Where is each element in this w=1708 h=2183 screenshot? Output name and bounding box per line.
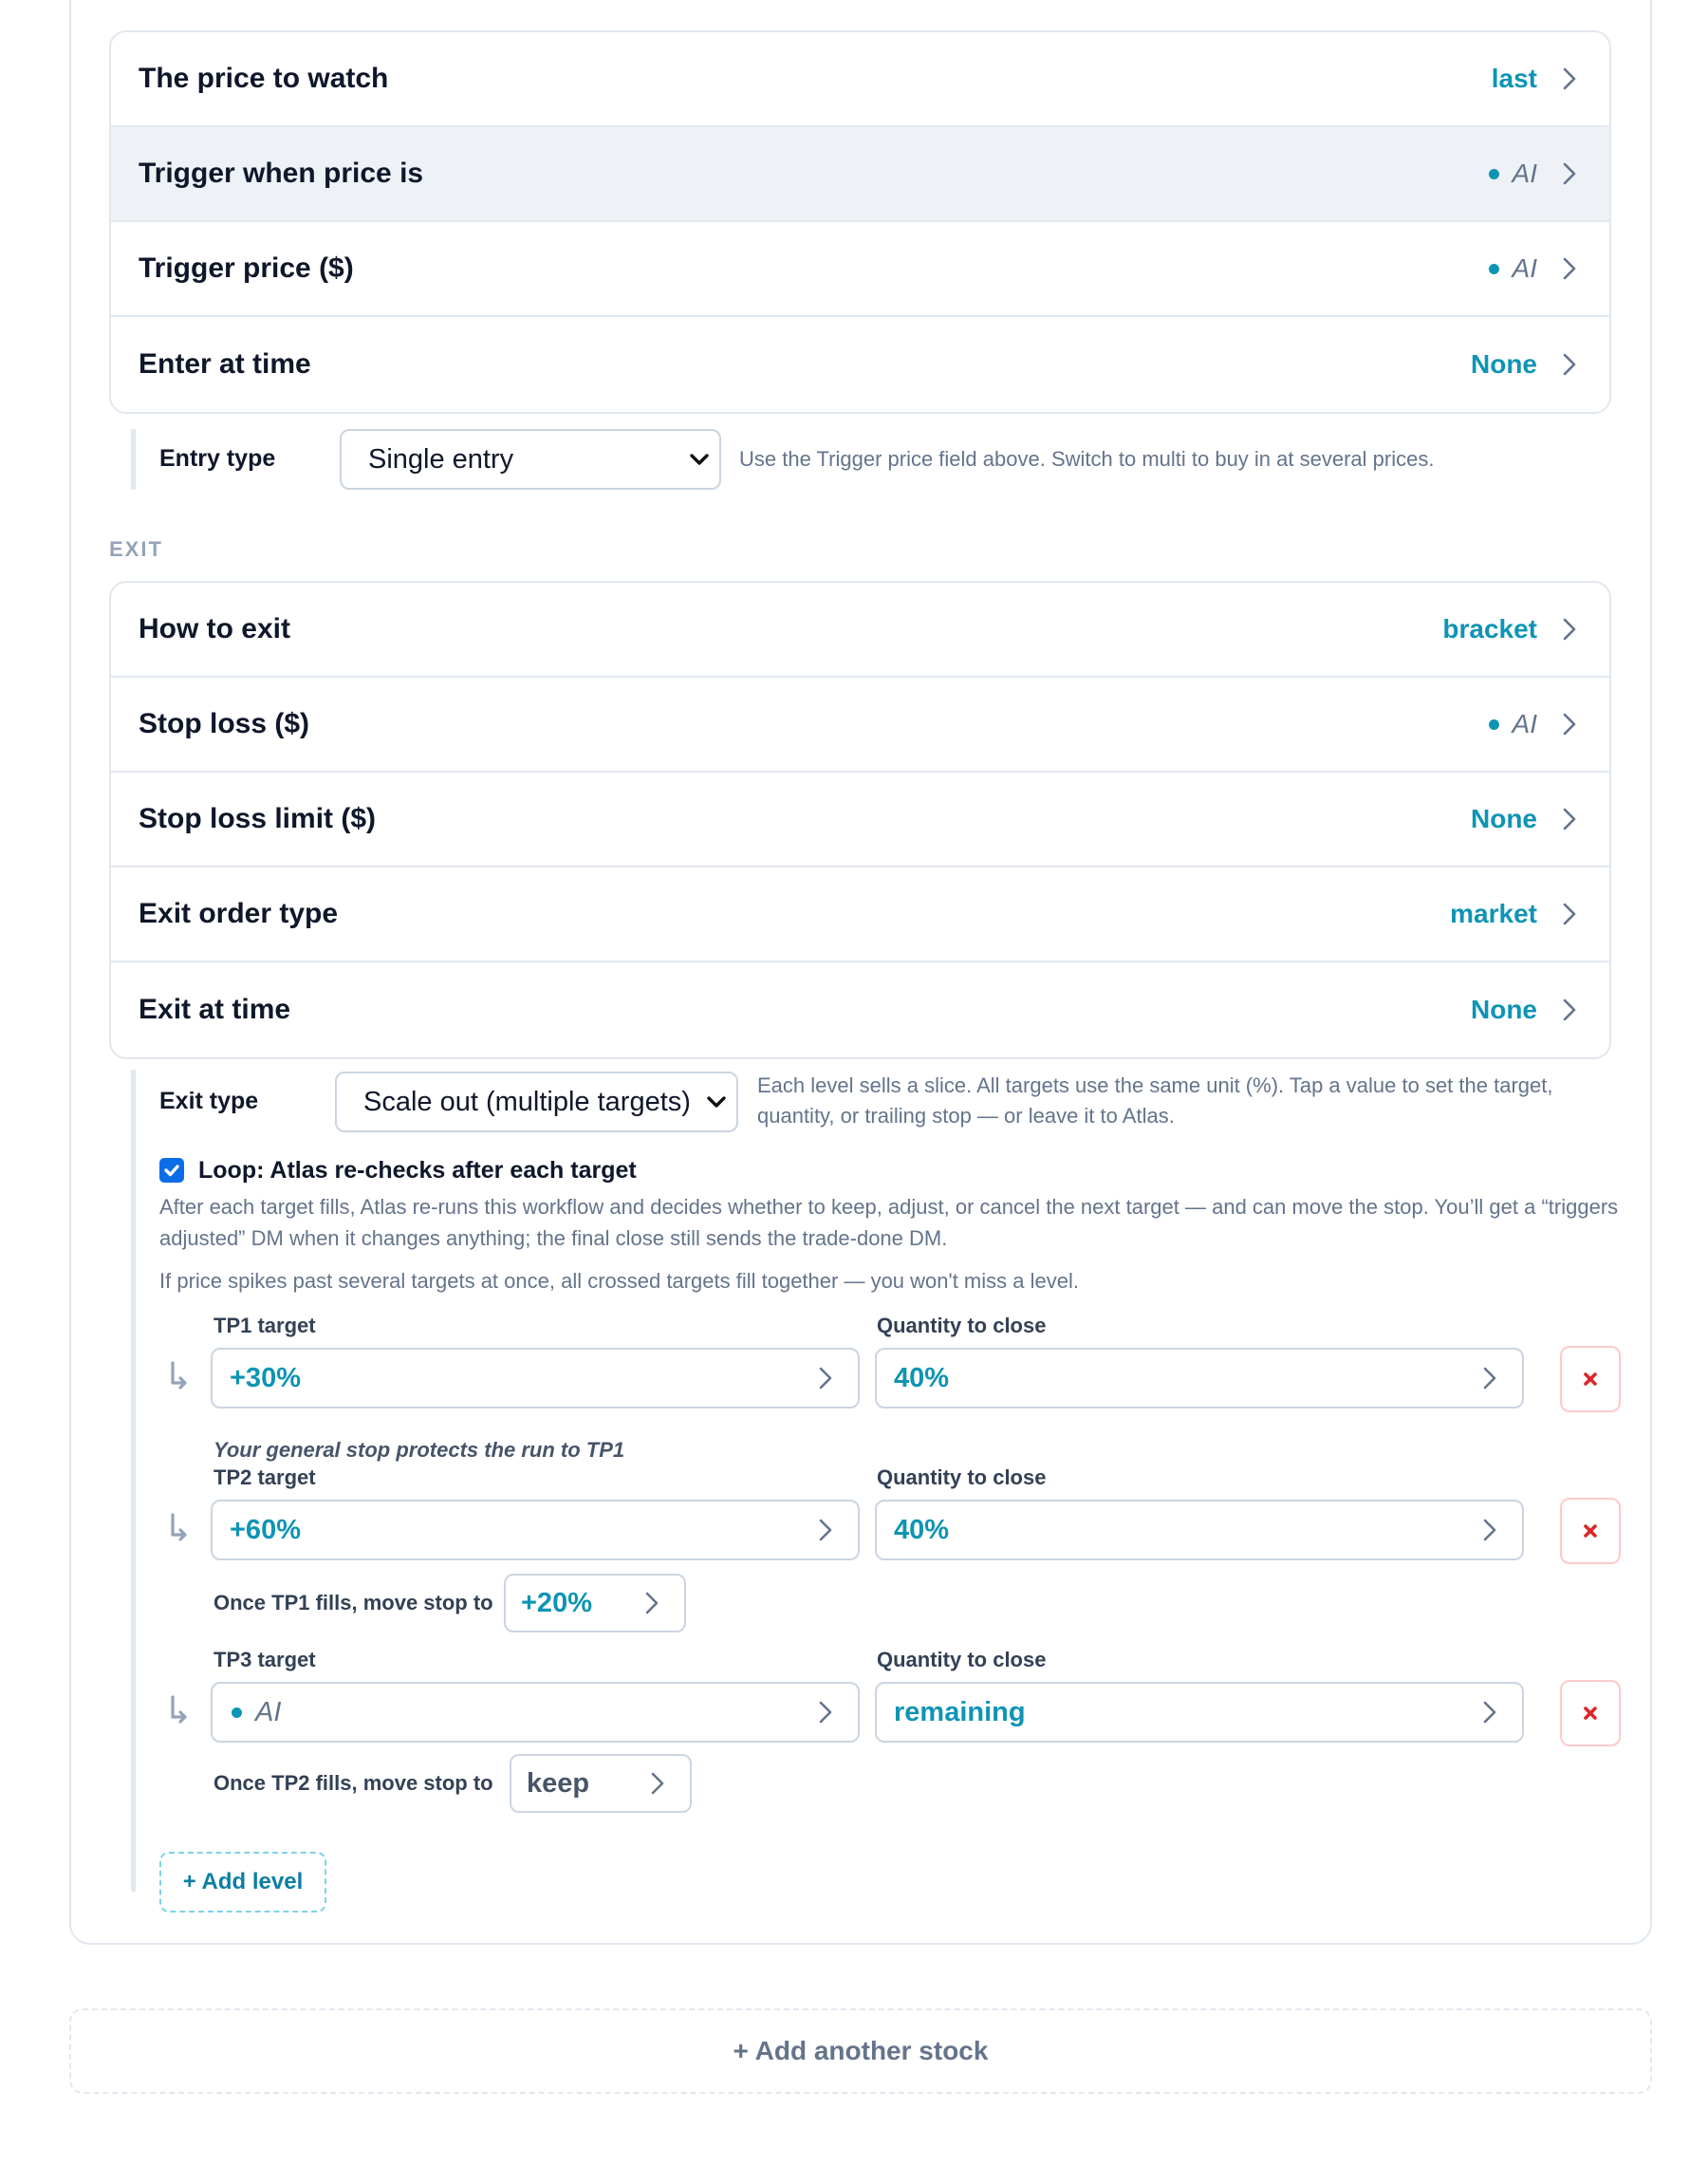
remove-tp3-button[interactable]: [1560, 1680, 1621, 1746]
loop-description: After each target fills, Atlas re-runs this workflow and decides whether to keep, adjust, or cancel the next target — and can move the stop. You’ll get a “triggers adjusted” DM when it changes anything; the final close still sends the trade-done DM.: [159, 1195, 1619, 1250]
tp2-stop-label: Once TP1 fills, move stop to: [214, 1591, 493, 1614]
row-enter-at-time[interactable]: [111, 317, 1609, 412]
chevron-right-icon: [1562, 256, 1577, 281]
tp3-stop-label: Once TP2 fills, move stop to: [214, 1771, 493, 1795]
field-value: +60%: [230, 1514, 301, 1545]
loop-label: Loop: Atlas re-checks after each target: [198, 1157, 637, 1184]
ai-value: [230, 1697, 818, 1728]
row-value: bracket: [1442, 614, 1537, 644]
chevron-right-icon: [818, 1518, 833, 1542]
chevron-right-icon: [1562, 352, 1577, 377]
close-icon: [1582, 1705, 1599, 1722]
field-value: 40%: [894, 1362, 950, 1393]
row-value: None: [1471, 349, 1537, 379]
tp2-target-label: TP2 target: [214, 1465, 316, 1489]
close-icon: [1582, 1371, 1599, 1388]
branch-arrow-icon: [167, 1694, 190, 1725]
chevron-right-icon: [818, 1700, 833, 1725]
tp2-qty-field[interactable]: [875, 1500, 1524, 1560]
row-value: market: [1450, 899, 1537, 928]
chevron-right-icon: [1562, 998, 1577, 1022]
row-value: None: [1471, 804, 1537, 833]
tp1-qty-field[interactable]: [875, 1348, 1524, 1409]
tp3-target-label: TP3 target: [214, 1648, 316, 1671]
row-exit-order-type[interactable]: [111, 868, 1609, 962]
entry-settings-list: [109, 30, 1611, 414]
row-label: Trigger when price is: [139, 158, 424, 189]
tp1-qty-label: Quantity to close: [877, 1314, 1047, 1337]
chevron-right-icon: [1562, 807, 1577, 831]
chevron-right-icon: [650, 1771, 665, 1796]
field-value: +20%: [521, 1587, 592, 1618]
tp2-qty-label: Quantity to close: [877, 1465, 1047, 1489]
select-value: Single entry: [368, 443, 514, 475]
field-value: 40%: [894, 1514, 950, 1545]
exit-type-label: Exit type: [159, 1088, 259, 1114]
loop-checkbox[interactable]: [159, 1158, 184, 1183]
checkmark-icon: [162, 1161, 181, 1180]
field-value: +30%: [230, 1362, 301, 1393]
chevron-right-icon: [1562, 617, 1577, 642]
row-label: Exit order type: [139, 898, 339, 929]
field-value: AI: [255, 1696, 282, 1727]
tp3-qty-label: Quantity to close: [877, 1648, 1047, 1671]
exit-type-help: Each level sells a slice. All targets use the same unit (%). Tap a value to set the target, quantity, or trailing stop — or leave it to Atlas.: [757, 1073, 1553, 1128]
row-exit-at-time[interactable]: [111, 962, 1609, 1057]
row-label: Exit at time: [139, 994, 291, 1025]
chevron-right-icon: [1562, 161, 1577, 186]
tp1-target-field[interactable]: [211, 1348, 860, 1409]
entry-type-label: Entry type: [159, 445, 276, 472]
chevron-right-icon: [1562, 66, 1577, 91]
chevron-right-icon: [1562, 902, 1577, 926]
chevron-right-icon: [644, 1591, 659, 1615]
add-another-stock-button[interactable]: + Add another stock: [69, 2008, 1652, 2094]
row-label: Stop loss limit ($): [139, 803, 377, 834]
entry-type-help: Use the Trigger price field above. Switch to multi to buy in at several prices.: [739, 447, 1435, 471]
row-how-to-exit[interactable]: [111, 583, 1609, 678]
row-label: Enter at time: [139, 348, 311, 380]
row-value: AI: [1512, 709, 1537, 738]
tp3-target-field[interactable]: [211, 1682, 860, 1743]
spike-description: If price spikes past several targets at once, all crossed targets fill together — you won't miss a level.: [159, 1269, 1079, 1293]
field-value: keep: [527, 1767, 590, 1799]
exit-section-label: EXIT: [109, 537, 163, 561]
ai-dot-icon: [1489, 169, 1499, 179]
row-label: The price to watch: [139, 63, 389, 94]
chevron-right-icon: [1482, 1518, 1497, 1542]
chevron-right-icon: [818, 1366, 833, 1390]
row-label: Trigger price ($): [139, 252, 354, 284]
row-label: How to exit: [139, 613, 291, 644]
field-value: remaining: [894, 1696, 1026, 1727]
ai-dot-icon: [1489, 264, 1499, 274]
row-value: None: [1471, 995, 1537, 1024]
chevron-down-icon: [706, 1092, 727, 1111]
chevron-down-icon: [689, 450, 710, 469]
exit-settings-list: [109, 581, 1611, 1059]
ai-value: [1489, 709, 1537, 739]
branch-arrow-icon: [167, 1512, 190, 1542]
tp2-stop-field[interactable]: [504, 1574, 686, 1633]
tp3-stop-field[interactable]: [510, 1754, 692, 1813]
row-stop-loss[interactable]: [111, 678, 1609, 773]
tp1-target-label: TP1 target: [214, 1314, 316, 1337]
exit-type-select[interactable]: [335, 1072, 738, 1132]
row-label: Stop loss ($): [139, 708, 310, 739]
tp1-note: Your general stop protects the run to TP1: [214, 1438, 625, 1462]
entry-type-select[interactable]: [340, 429, 721, 490]
ai-value: [1489, 253, 1537, 284]
tp3-qty-field[interactable]: [875, 1682, 1524, 1743]
ai-dot-icon: [232, 1707, 242, 1718]
exit-type-rail: [131, 1070, 140, 1892]
branch-arrow-icon: [167, 1360, 190, 1390]
close-icon: [1582, 1522, 1599, 1539]
ai-dot-icon: [1489, 719, 1499, 730]
select-value: Scale out (multiple targets): [363, 1086, 691, 1117]
remove-tp1-button[interactable]: [1560, 1346, 1621, 1412]
add-level-button[interactable]: + Add level: [159, 1852, 326, 1912]
chevron-right-icon: [1482, 1366, 1497, 1390]
entry-type-group: [131, 429, 1621, 490]
remove-tp2-button[interactable]: [1560, 1498, 1621, 1564]
tp2-target-field[interactable]: [211, 1500, 860, 1560]
chevron-right-icon: [1482, 1700, 1497, 1725]
row-value: last: [1491, 64, 1537, 93]
row-price-to-watch[interactable]: [111, 32, 1609, 127]
row-value: AI: [1512, 253, 1537, 283]
chevron-right-icon: [1562, 712, 1577, 737]
row-value: AI: [1512, 159, 1537, 188]
ai-value: [1489, 159, 1537, 189]
row-trigger-when-price-is[interactable]: [111, 127, 1609, 222]
row-stop-loss-limit[interactable]: [111, 773, 1609, 868]
row-trigger-price[interactable]: [111, 222, 1609, 317]
